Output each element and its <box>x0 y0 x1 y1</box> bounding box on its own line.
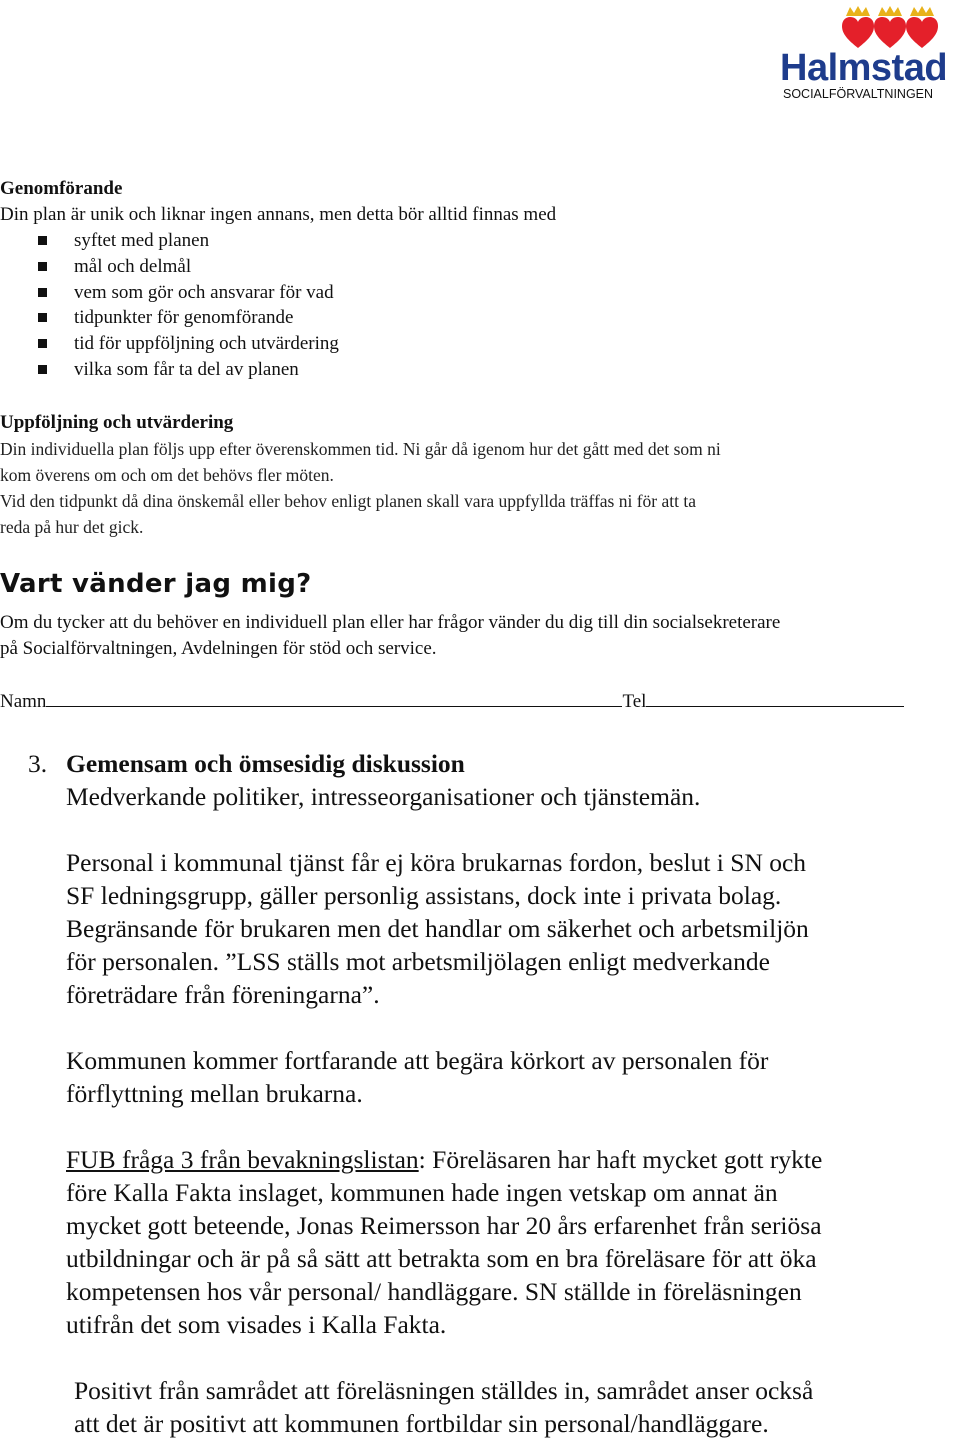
uppfoljning-line-2: kom överens om och om det behövs fler möten. <box>0 465 334 485</box>
section-title: Gemensam och ömsesidig diskussion <box>66 749 465 778</box>
vart-line-1: Om du tycker att du behöver en individuell plan eller har frågor vänder du dig till din socialsekreterare <box>0 612 781 633</box>
list-item: mål och delmål <box>0 254 700 280</box>
tel-field[interactable] <box>646 688 904 707</box>
square-bullet-icon <box>38 288 47 297</box>
tel-label: Tel <box>622 691 647 712</box>
list-item: vem som gör och ansvarar för vad <box>0 280 700 306</box>
uppfoljning-line-4: reda på hur det gick. <box>0 517 144 537</box>
list-item: tidpunkter för genomförande <box>0 305 700 331</box>
uppfoljning-line-1: Din individuella plan följs upp efter överenskommen tid. Ni går då igenom hur det gått med det som ni <box>0 439 721 459</box>
logo-subtitle: SOCIALFÖRVALTNINGEN <box>783 87 934 101</box>
section-number: 3. <box>28 749 48 778</box>
genomforande-bullet-list <box>0 228 700 383</box>
square-bullet-icon <box>38 313 47 322</box>
square-bullet-icon <box>38 262 47 271</box>
heading-uppfoljning: Uppföljning och utvärdering <box>0 412 234 433</box>
list-item: vilka som får ta del av planen <box>0 357 700 383</box>
contact-form-row <box>0 688 904 715</box>
name-field[interactable] <box>46 688 622 707</box>
logo-wordmark: Halmstad <box>780 47 948 89</box>
paragraph-personal: Personal i kommunal tjänst får ej köra brukarnas fordon, beslut i SN och SF ledningsgrupp, gäller personlig assistans, dock inte i privata bolag. Begränsande för brukaren men det handlar om säkerhet och arbetsmiljön för personalen. ”LSS ställs mot arbetsmiljölagen enligt medverkande företrädare från föreningarna”. <box>66 848 809 1009</box>
list-item: syftet med planen <box>0 228 700 254</box>
square-bullet-icon <box>38 236 47 245</box>
uppfoljning-line-3: Vid den tidpunkt då dina önskemål eller behov enligt planen skall vara uppfyllda träffas ni för att ta <box>0 491 696 511</box>
fub-reference-link[interactable]: FUB fråga 3 från bevakningslistan <box>66 1145 419 1174</box>
paragraph-fub: FUB fråga 3 från bevakningslistan: Föreläsaren har haft mycket gott rykte före Kalla Fakta inslaget, kommunen hade ingen vetskap om annat än mycket gott beteende, Jonas Reimersson har 20 års erfarenhet från seriösa utbildningar och är på så sätt att betrakta som en bra föreläsare för att öka kompetensen hos vår personal/ handläggare. SN ställde in föreläsningen utifrån det som visades i Kalla Fakta. <box>66 1145 823 1339</box>
heading-vart-vander-jag-mig: Vart vänder jag mig? <box>0 569 312 599</box>
halmstad-logo <box>780 4 958 100</box>
heading-genomforande: Genomförande <box>0 178 123 199</box>
square-bullet-icon <box>38 339 47 348</box>
paragraph-positivt: Positivt från samrådet att föreläsningen ställdes in, samrådet anser också att det är positivt att kommunen fortbildar sin personal/handläggare. <box>74 1376 814 1438</box>
name-label: Namn <box>0 691 47 712</box>
paragraph-korkort: Kommunen kommer fortfarande att begära körkort av personalen för förflyttning mellan brukarna. <box>66 1046 769 1108</box>
vart-line-2: på Socialförvaltningen, Avdelningen för stöd och service. <box>0 638 437 659</box>
square-bullet-icon <box>38 365 47 374</box>
crowned-hearts-icon <box>842 4 942 50</box>
list-item: tid för uppföljning och utvärdering <box>0 331 700 357</box>
section-subtitle: Medverkande politiker, intresseorganisationer och tjänstemän. <box>66 782 701 811</box>
genomforande-intro: Din plan är unik och liknar ingen annans, men detta bör alltid finnas med <box>0 204 557 225</box>
